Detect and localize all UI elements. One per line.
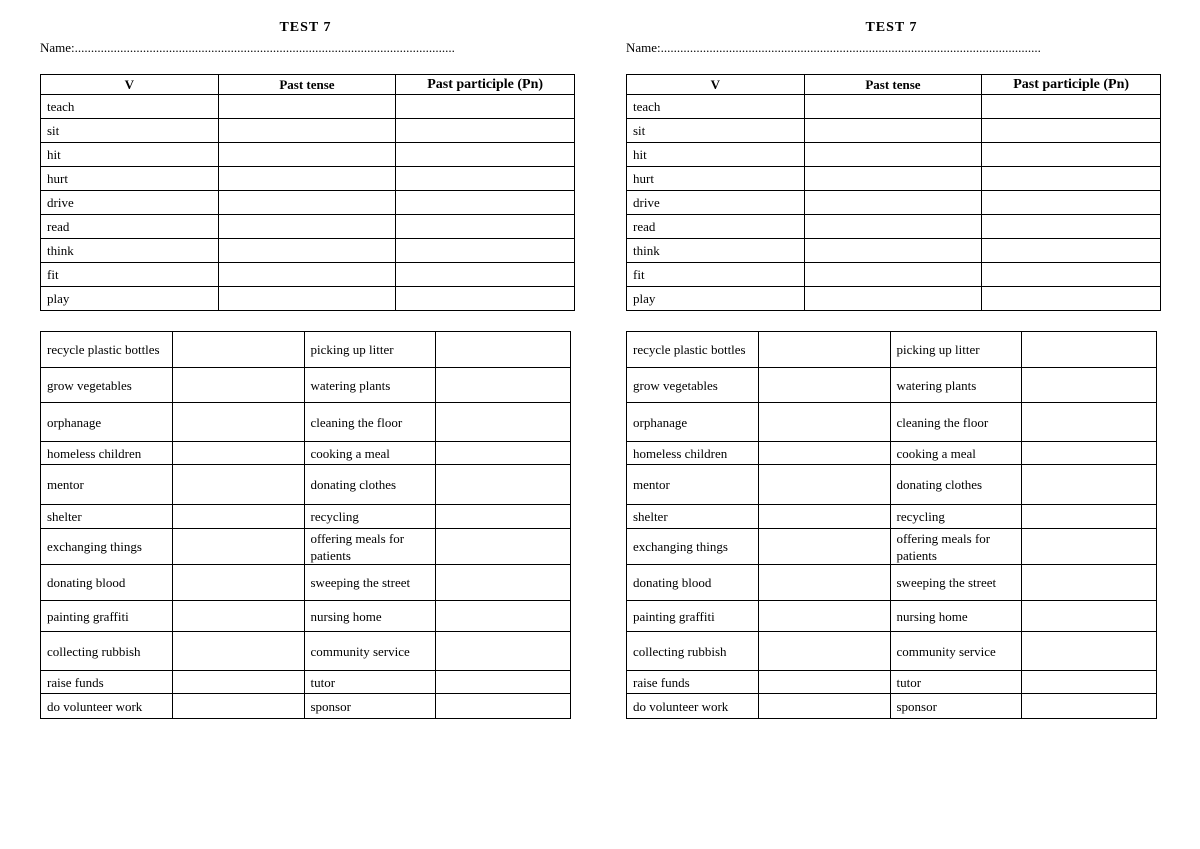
verb-base-cell: sit (41, 119, 219, 143)
past-tense-answer-cell[interactable] (804, 95, 982, 119)
verb-base-cell: hit (627, 143, 805, 167)
worksheet-title: TEST 7 (279, 20, 332, 35)
verb-base-cell: drive (41, 191, 219, 215)
past-tense-answer-cell[interactable] (218, 287, 396, 311)
vocab-term-cell: do volunteer work (627, 694, 759, 719)
verb-base-cell: hurt (41, 167, 219, 191)
vocab-term-cell: watering plants (304, 368, 436, 403)
verb-base-cell: hit (41, 143, 219, 167)
vocab-answer-cell[interactable] (758, 368, 890, 403)
vocab-term-cell: grow vegetables (41, 368, 173, 403)
vocab-term-cell: homeless children (41, 442, 173, 465)
past-tense-answer-cell[interactable] (218, 191, 396, 215)
verb-base-cell: sit (627, 119, 805, 143)
vocab-answer-cell[interactable] (436, 332, 571, 368)
vocab-answer-cell[interactable] (172, 529, 304, 565)
vocab-term-cell: recycling (890, 505, 1022, 529)
past-participle-answer-cell[interactable] (982, 95, 1161, 119)
past-participle-answer-cell[interactable] (396, 239, 575, 263)
vocab-term-cell: sponsor (890, 694, 1022, 719)
vocab-term-cell: recycle plastic bottles (627, 332, 759, 368)
vocab-answer-cell[interactable] (172, 332, 304, 368)
column-header-past-tense: Past tense (804, 75, 982, 95)
past-tense-answer-cell[interactable] (218, 215, 396, 239)
table-row (627, 565, 1157, 601)
past-participle-answer-cell[interactable] (982, 167, 1161, 191)
vocab-term-cell: tutor (890, 671, 1022, 694)
vocab-term-cell: cleaning the floor (890, 403, 1022, 442)
vocab-term-cell: collecting rubbish (627, 632, 759, 671)
table-row (627, 403, 1157, 442)
past-participle-answer-cell[interactable] (396, 95, 575, 119)
verb-base-cell: fit (41, 263, 219, 287)
table-row (41, 263, 575, 287)
table-row (41, 442, 571, 465)
vocab-answer-cell[interactable] (436, 403, 571, 442)
vocab-answer-cell[interactable] (758, 403, 890, 442)
verb-forms-table (40, 74, 575, 311)
past-tense-answer-cell[interactable] (804, 143, 982, 167)
vocab-answer-cell[interactable] (1022, 601, 1157, 632)
past-tense-answer-cell[interactable] (804, 215, 982, 239)
vocab-term-cell: shelter (627, 505, 759, 529)
vocab-answer-cell[interactable] (172, 671, 304, 694)
vocab-answer-cell[interactable] (758, 601, 890, 632)
vocab-term-cell: cooking a meal (304, 442, 436, 465)
vocab-term-cell: community service (304, 632, 436, 671)
vocab-term-cell: exchanging things (41, 529, 173, 565)
table-row (41, 632, 571, 671)
table-row (627, 671, 1157, 694)
vocab-answer-cell[interactable] (758, 632, 890, 671)
vocab-term-cell: sponsor (304, 694, 436, 719)
vocab-term-cell: donating clothes (890, 465, 1022, 505)
past-participle-answer-cell[interactable] (982, 143, 1161, 167)
past-participle-answer-cell[interactable] (982, 119, 1161, 143)
verb-base-cell: hurt (627, 167, 805, 191)
past-participle-answer-cell[interactable] (982, 287, 1161, 311)
vocab-answer-cell[interactable] (758, 505, 890, 529)
vocab-term-cell: watering plants (890, 368, 1022, 403)
verb-base-cell: read (627, 215, 805, 239)
vocab-answer-cell[interactable] (172, 368, 304, 403)
vocab-term-cell: raise funds (41, 671, 173, 694)
vocab-answer-cell[interactable] (1022, 632, 1157, 671)
name-field-label: Name:..................................................................................................................... (40, 40, 455, 55)
verb-base-cell: think (627, 239, 805, 263)
table-row (627, 601, 1157, 632)
table-row (627, 465, 1157, 505)
vocab-answer-cell[interactable] (1022, 368, 1157, 403)
table-row (41, 403, 571, 442)
vocab-term-cell: nursing home (304, 601, 436, 632)
table-row (627, 442, 1157, 465)
vocab-answer-cell[interactable] (172, 565, 304, 601)
vocab-term-cell: cooking a meal (890, 442, 1022, 465)
past-participle-answer-cell[interactable] (396, 287, 575, 311)
column-header-past-participle: Past participle (Pn) (982, 75, 1161, 95)
past-tense-answer-cell[interactable] (804, 191, 982, 215)
vocab-answer-cell[interactable] (172, 505, 304, 529)
verb-base-cell: play (41, 287, 219, 311)
vocab-term-cell: offering meals for patients (890, 529, 1022, 565)
vocab-answer-cell[interactable] (436, 465, 571, 505)
past-tense-answer-cell[interactable] (218, 119, 396, 143)
past-tense-answer-cell[interactable] (804, 167, 982, 191)
past-participle-answer-cell[interactable] (396, 263, 575, 287)
vocab-term-cell: donating blood (627, 565, 759, 601)
table-row (41, 143, 575, 167)
past-participle-answer-cell[interactable] (982, 239, 1161, 263)
verb-base-cell: play (627, 287, 805, 311)
vocab-answer-cell[interactable] (758, 332, 890, 368)
verb-forms-table (626, 74, 1161, 311)
past-participle-answer-cell[interactable] (396, 167, 575, 191)
verb-base-cell: teach (627, 95, 805, 119)
table-row (627, 119, 1161, 143)
vocab-answer-cell[interactable] (758, 671, 890, 694)
table-row (627, 263, 1161, 287)
vocab-term-cell: homeless children (627, 442, 759, 465)
vocab-term-cell: raise funds (627, 671, 759, 694)
table-row (41, 694, 571, 719)
table-row (627, 143, 1161, 167)
verb-base-cell: fit (627, 263, 805, 287)
table-row (41, 465, 571, 505)
table-row (627, 191, 1161, 215)
past-tense-answer-cell[interactable] (804, 263, 982, 287)
column-header-past-participle: Past participle (Pn) (396, 75, 575, 95)
table-row (41, 565, 571, 601)
vocab-answer-cell[interactable] (758, 465, 890, 505)
table-row (41, 332, 571, 368)
vocab-answer-cell[interactable] (1022, 403, 1157, 442)
vocab-term-cell: recycle plastic bottles (41, 332, 173, 368)
table-row (41, 119, 575, 143)
table-row (41, 239, 575, 263)
vocab-term-cell: tutor (304, 671, 436, 694)
vocab-answer-cell[interactable] (1022, 442, 1157, 465)
vocab-answer-cell[interactable] (1022, 671, 1157, 694)
vocab-answer-cell[interactable] (436, 601, 571, 632)
table-row (627, 505, 1157, 529)
past-tense-answer-cell[interactable] (804, 239, 982, 263)
vocab-term-cell: grow vegetables (627, 368, 759, 403)
table-row (41, 191, 575, 215)
vocab-answer-cell[interactable] (436, 368, 571, 403)
verb-base-cell: teach (41, 95, 219, 119)
past-participle-answer-cell[interactable] (982, 215, 1161, 239)
column-header-v: V (627, 75, 805, 95)
vocab-term-cell: picking up litter (304, 332, 436, 368)
vocab-term-cell: do volunteer work (41, 694, 173, 719)
vocab-term-cell: orphanage (41, 403, 173, 442)
vocab-answer-cell[interactable] (436, 565, 571, 601)
vocab-answer-cell[interactable] (172, 403, 304, 442)
column-header-v: V (41, 75, 219, 95)
table-row (627, 287, 1161, 311)
table-row (41, 671, 571, 694)
vocab-answer-cell[interactable] (758, 442, 890, 465)
vocab-answer-cell[interactable] (758, 529, 890, 565)
vocab-answer-cell[interactable] (436, 632, 571, 671)
past-tense-answer-cell[interactable] (218, 167, 396, 191)
past-tense-answer-cell[interactable] (804, 119, 982, 143)
table-row (627, 239, 1161, 263)
past-participle-answer-cell[interactable] (982, 263, 1161, 287)
vocabulary-table (40, 331, 571, 719)
vocab-answer-cell[interactable] (172, 442, 304, 465)
vocab-term-cell: sweeping the street (890, 565, 1022, 601)
vocab-answer-cell[interactable] (172, 632, 304, 671)
vocab-answer-cell[interactable] (1022, 565, 1157, 601)
vocab-term-cell: community service (890, 632, 1022, 671)
vocab-answer-cell[interactable] (1022, 694, 1157, 719)
vocab-answer-cell[interactable] (172, 601, 304, 632)
vocab-answer-cell[interactable] (758, 694, 890, 719)
table-row (627, 95, 1161, 119)
vocab-answer-cell[interactable] (436, 505, 571, 529)
verb-base-cell: think (41, 239, 219, 263)
vocab-answer-cell[interactable] (1022, 465, 1157, 505)
vocab-answer-cell[interactable] (436, 671, 571, 694)
table-row (627, 529, 1157, 565)
vocab-answer-cell[interactable] (172, 694, 304, 719)
vocab-term-cell: offering meals for patients (304, 529, 436, 565)
table-row (41, 215, 575, 239)
vocab-answer-cell[interactable] (758, 565, 890, 601)
vocab-term-cell: collecting rubbish (41, 632, 173, 671)
table-row (627, 215, 1161, 239)
vocab-answer-cell[interactable] (436, 529, 571, 565)
vocab-answer-cell[interactable] (436, 694, 571, 719)
table-row (627, 694, 1157, 719)
table-row (627, 167, 1161, 191)
table-header-row (627, 75, 1161, 95)
table-row (627, 332, 1157, 368)
vocab-term-cell: sweeping the street (304, 565, 436, 601)
vocab-term-cell: cleaning the floor (304, 403, 436, 442)
table-row (41, 95, 575, 119)
table-row (627, 368, 1157, 403)
worksheet-title: TEST 7 (865, 20, 918, 35)
column-header-past-tense: Past tense (218, 75, 396, 95)
vocab-answer-cell[interactable] (436, 442, 571, 465)
table-row (41, 287, 575, 311)
vocab-term-cell: donating clothes (304, 465, 436, 505)
table-header-row (41, 75, 575, 95)
vocab-term-cell: mentor (41, 465, 173, 505)
verb-base-cell: drive (627, 191, 805, 215)
past-participle-answer-cell[interactable] (982, 191, 1161, 215)
vocab-term-cell: shelter (41, 505, 173, 529)
past-tense-answer-cell[interactable] (218, 143, 396, 167)
past-tense-answer-cell[interactable] (218, 239, 396, 263)
table-row (41, 601, 571, 632)
past-tense-answer-cell[interactable] (804, 287, 982, 311)
past-participle-answer-cell[interactable] (396, 119, 575, 143)
table-row (41, 505, 571, 529)
name-field-label: Name:..................................................................................................................... (626, 40, 1041, 55)
vocab-term-cell: nursing home (890, 601, 1022, 632)
table-row (41, 167, 575, 191)
vocab-term-cell: mentor (627, 465, 759, 505)
table-row (41, 529, 571, 565)
vocab-term-cell: donating blood (41, 565, 173, 601)
past-tense-answer-cell[interactable] (218, 263, 396, 287)
past-participle-answer-cell[interactable] (396, 143, 575, 167)
vocab-term-cell: painting graffiti (627, 601, 759, 632)
past-participle-answer-cell[interactable] (396, 215, 575, 239)
vocab-answer-cell[interactable] (1022, 505, 1157, 529)
vocab-term-cell: recycling (304, 505, 436, 529)
vocab-term-cell: painting graffiti (41, 601, 173, 632)
vocab-term-cell: orphanage (627, 403, 759, 442)
verb-base-cell: read (41, 215, 219, 239)
table-row (41, 368, 571, 403)
table-row (627, 632, 1157, 671)
past-participle-answer-cell[interactable] (396, 191, 575, 215)
past-tense-answer-cell[interactable] (218, 95, 396, 119)
vocab-answer-cell[interactable] (1022, 529, 1157, 565)
vocab-answer-cell[interactable] (1022, 332, 1157, 368)
vocabulary-table (626, 331, 1157, 719)
vocab-term-cell: picking up litter (890, 332, 1022, 368)
vocab-term-cell: exchanging things (627, 529, 759, 565)
vocab-answer-cell[interactable] (172, 465, 304, 505)
